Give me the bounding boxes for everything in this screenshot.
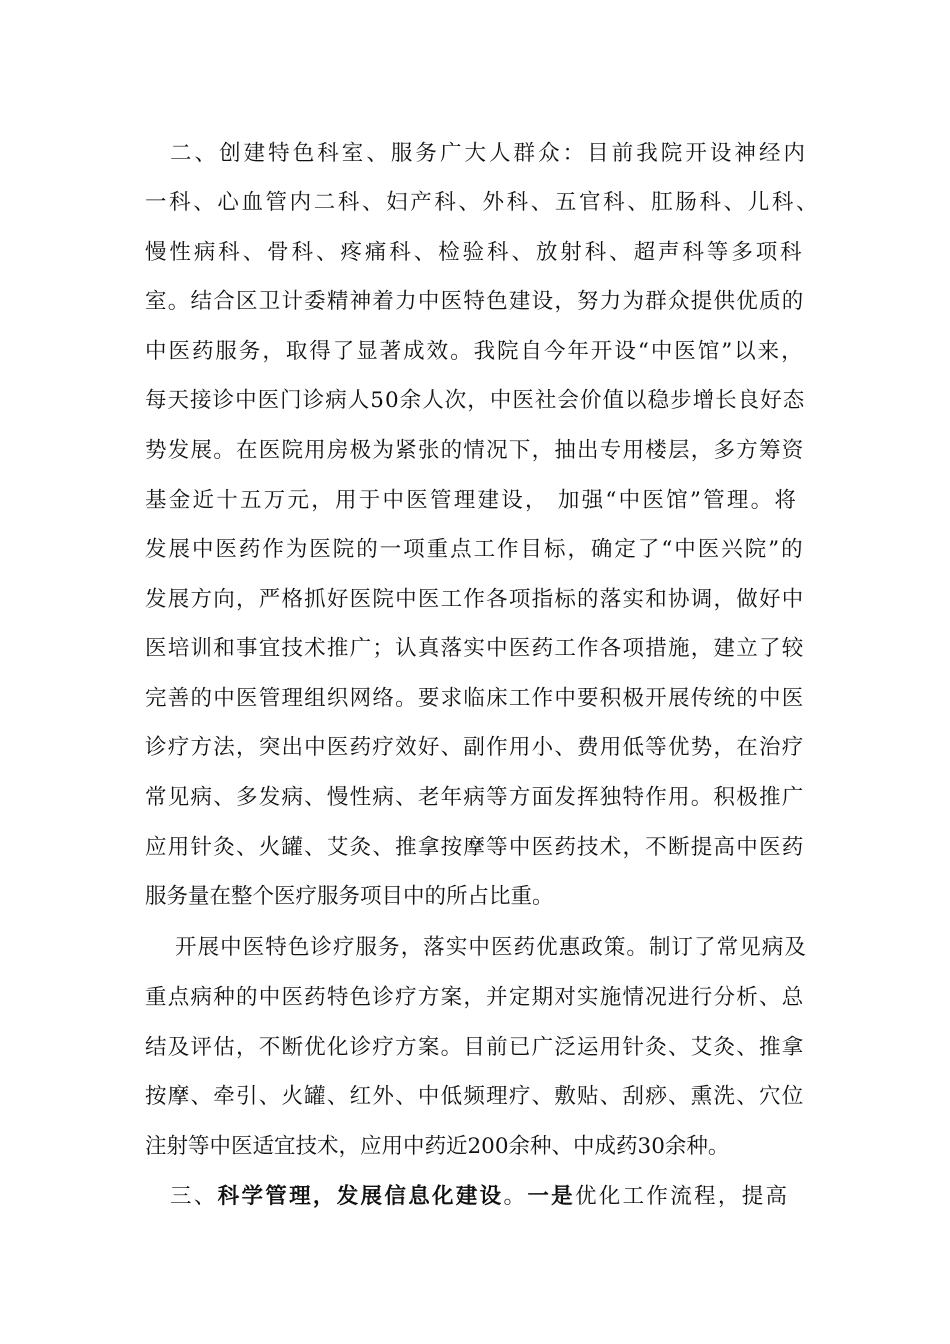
- paragraph-line: 注射等中医适宜技术，应用中药近200余种、中成药30余种。: [145, 1134, 730, 1159]
- paragraph-line: 结及评估，不断优化诊疗方案。目前已广泛运用针灸、艾灸、推拿: [145, 1035, 805, 1060]
- paragraph-line: 服务量在整个医疗服务项目中的所占比重。: [145, 884, 554, 909]
- paragraph-line: 完善的中医管理组织网络。要求临床工作中要积极开展传统的中医: [145, 686, 805, 711]
- heading-punct: 。: [503, 1184, 528, 1209]
- paragraph-line: 发展方向，严格抓好医院中医工作各项指标的落实和协调，做好中: [145, 587, 805, 612]
- paragraph-line: 室。结合区卫计委精神着力中医特色建设，努力为群众提供优质的: [145, 289, 805, 314]
- paragraph-line: 按摩、牵引、火罐、红外、中低频理疗、敷贴、刮痧、熏洗、穴位: [145, 1084, 805, 1109]
- paragraph-line: 常见病、多发病、慢性病、老年病等方面发挥独特作用。积极推广: [145, 785, 805, 810]
- paragraph-line: 医培训和事宜技术推广；认真落实中医药工作各项措施，建立了较: [145, 636, 805, 661]
- heading-bold-title: 科学管理，发展信息化建设: [217, 1184, 504, 1209]
- paragraph-line: 慢性病科、骨科、疼痛科、检验科、放射科、超声科等多项科: [145, 240, 805, 265]
- paragraph-line: 发展中医药作为医院的一项重点工作目标，确定了“中医兴院”的: [145, 537, 805, 562]
- heading-bold-point: 一是: [527, 1184, 575, 1209]
- paragraph-line: 中医药服务，取得了显著成效。我院自今年开设“中医馆”以来，: [145, 339, 805, 364]
- section-heading-line: [170, 1180, 789, 1214]
- paragraph-line: 开展中医特色诊疗服务，落实中医药优惠政策。制订了常见病及: [175, 935, 807, 960]
- paragraph-line: 应用针灸、火罐、艾灸、推拿按摩等中医药技术，不断提高中医药: [145, 835, 805, 860]
- paragraph-line: 基金近十五万元，用于中医管理建设， 加强“中医馆”管理。将: [145, 488, 799, 513]
- paragraph-line: 重点病种的中医药特色诊疗方案，并定期对实施情况进行分析、总: [145, 985, 805, 1010]
- paragraph-line: 势发展。在医院用房极为紧张的情况下，抽出专用楼层，多方筹资: [145, 438, 805, 463]
- paragraph-line: 每天接诊中医门诊病人50余人次，中医社会价值以稳步增长良好态: [145, 388, 806, 413]
- heading-prefix: 三、: [170, 1184, 218, 1209]
- heading-rest: 优化工作流程，提高: [574, 1184, 790, 1209]
- paragraph-line: 二、创建特色科室、服务广大人群众：目前我院开设神经内: [170, 141, 809, 166]
- paragraph-line: 一科、心血管内二科、妇产科、外科、五官科、肛肠科、儿科、: [145, 190, 821, 215]
- paragraph-line: 诊疗方法，突出中医药疗效好、副作用小、费用低等优势，在治疗: [145, 735, 805, 760]
